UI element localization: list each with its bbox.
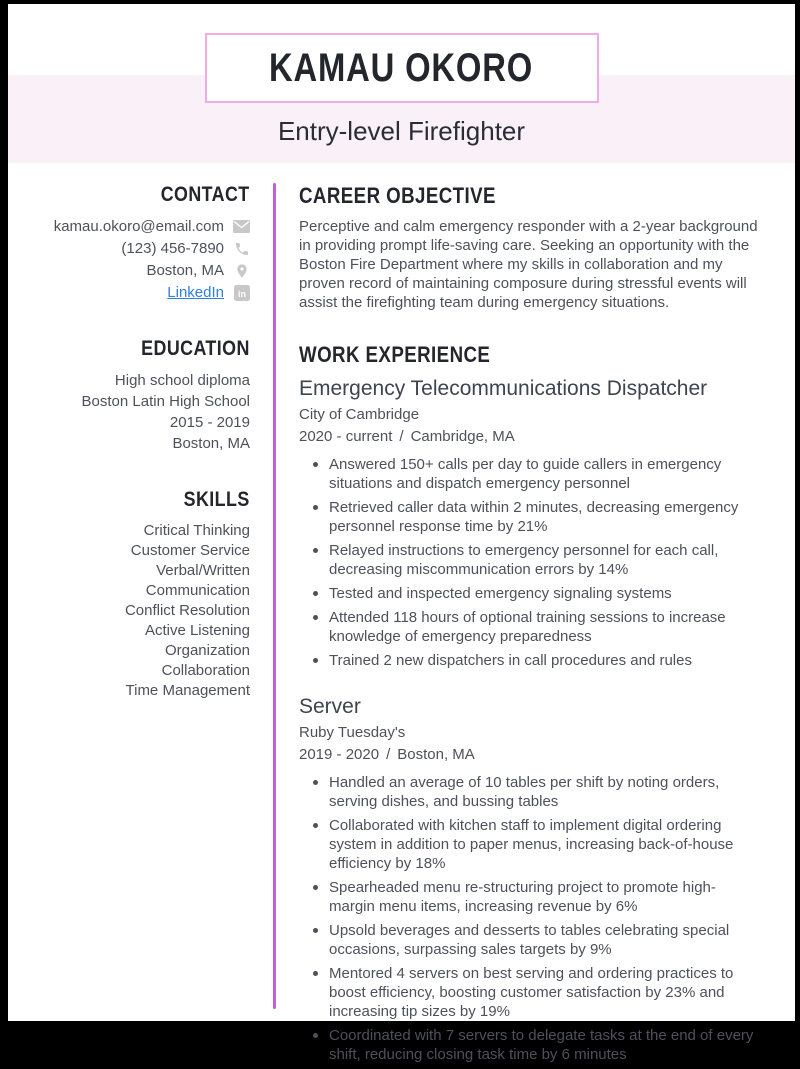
- skill-item: Verbal/Written Communication: [145, 562, 250, 599]
- job-company: City of Cambridge: [299, 406, 420, 423]
- job-bullet: Attended 118 hours of optional training sessions to increase knowledge of emergency preparedness: [329, 608, 759, 646]
- svg-text:in: in: [237, 288, 246, 299]
- job-bullet: Tested and inspected emergency signaling systems: [329, 584, 759, 603]
- education-school: Boston Latin High School: [81, 393, 250, 410]
- job-bullet: Retrieved caller data within 2 minutes, decreasing emergency personnel response time by 21%: [329, 498, 759, 536]
- contact-heading-wrap: [58, 183, 250, 207]
- contact-row-email: [53, 216, 250, 237]
- location-pin-icon: [233, 262, 250, 279]
- skills-heading: SKILLS: [183, 488, 250, 511]
- job-dates: 2019 - 2020: [299, 746, 380, 763]
- job-bullet: Coordinated with 7 servers to delegate tasks at the end of every shift, reducing closing task time by 6 minutes: [329, 1026, 759, 1064]
- job-meta: [299, 745, 759, 765]
- job-bullet: Handled an average of 10 tables per shift by noting orders, serving dishes, and bussing tables: [329, 773, 759, 811]
- linkedin-icon: [233, 284, 250, 301]
- job-meta: [299, 427, 759, 447]
- linkedin-link[interactable]: LinkedIn: [167, 284, 224, 301]
- date-location-separator: /: [399, 428, 404, 445]
- skill-item: Collaboration: [161, 662, 250, 679]
- job-bullet-list: [299, 455, 759, 670]
- skill-item: Customer Service: [130, 542, 250, 559]
- resume-page: [8, 4, 795, 1063]
- work-heading: WORK EXPERIENCE: [299, 342, 491, 367]
- phone-icon: [233, 240, 250, 257]
- job-title: Server: [299, 695, 361, 718]
- work-heading-wrap: [299, 342, 759, 368]
- contact-row-location: [58, 260, 250, 281]
- education-dates: 2015 - 2019: [169, 414, 250, 431]
- sidebar: [8, 183, 250, 1069]
- education-heading: EDUCATION: [141, 337, 250, 360]
- email-icon: [233, 218, 250, 235]
- education-section: [58, 337, 250, 454]
- objective-heading-wrap: [299, 183, 759, 209]
- objective-heading: CAREER OBJECTIVE: [299, 183, 496, 208]
- subtitle-wrap: [8, 116, 795, 147]
- skill-item: Time Management: [125, 682, 250, 699]
- career-objective-section: [299, 183, 759, 312]
- objective-text: Perceptive and calm emergency responder with a 2-year background in providing prompt life-saving care. Seeking an opportunity with the Boston Fire Department where my skills in collaboration and my proven record of maintaining composure during stressful events will assist the firefighting team during emergency situations.: [299, 218, 758, 311]
- skills-heading-wrap: [58, 488, 250, 512]
- job-bullet: Answered 150+ calls per day to guide callers in emergency situations and dispatch emergency personnel: [329, 455, 759, 493]
- job-entry: [299, 376, 759, 670]
- job-bullet: Collaborated with kitchen staff to implement digital ordering system in addition to paper menus, increasing back-of-house efficiency by 18%: [329, 816, 759, 873]
- contact-section: [53, 183, 250, 303]
- content-columns: [8, 183, 795, 1069]
- skills-list: [58, 521, 250, 701]
- education-degree: High school diploma: [114, 372, 250, 389]
- date-location-separator: /: [386, 746, 391, 763]
- contact-row-phone: [58, 238, 250, 259]
- job-target-title: Entry-level Firefighter: [277, 116, 526, 146]
- job-company: Ruby Tuesday's: [299, 724, 406, 741]
- job-bullet: Trained 2 new dispatchers in call procedures and rules: [329, 651, 759, 670]
- job-entry: [299, 694, 759, 1064]
- location-text: Boston, MA: [146, 262, 224, 279]
- job-bullet: Upsold beverages and desserts to tables celebrating special occasions, surpassing sales targets by 9%: [329, 921, 759, 959]
- contact-row-linkedin: [58, 282, 250, 303]
- job-location: Boston, MA: [397, 746, 475, 763]
- job-dates: 2020 - current: [299, 428, 393, 445]
- contact-heading: CONTACT: [161, 183, 250, 206]
- column-divider: [273, 183, 276, 1009]
- education-heading-wrap: [58, 337, 250, 361]
- resume-header: [8, 4, 795, 163]
- email-text: kamau.okoro@email.com: [53, 218, 224, 235]
- education-location: Boston, MA: [172, 435, 250, 452]
- skills-section: [58, 488, 250, 701]
- name-box: [205, 33, 599, 103]
- skill-item: Conflict Resolution: [124, 602, 250, 619]
- job-bullet-list: [299, 773, 759, 1064]
- main-column: [299, 183, 759, 1069]
- phone-text: (123) 456-7890: [121, 240, 224, 257]
- job-location: Cambridge, MA: [410, 428, 515, 445]
- skill-item: Critical Thinking: [143, 522, 250, 539]
- job-bullet: Relayed instructions to emergency personnel for each call, decreasing miscommunication errors by 14%: [329, 541, 759, 579]
- work-experience-section: [299, 342, 759, 1064]
- job-bullet: Mentored 4 servers on best serving and ordering practices to boost efficiency, boosting customer satisfaction by 23% and increasing tip sizes by 19%: [329, 964, 759, 1021]
- skill-item: Active Listening: [144, 622, 250, 639]
- skill-item: Organization: [164, 642, 250, 659]
- job-bullet: Spearheaded menu re-structuring project to promote high-margin menu items, increasing revenue by 6%: [329, 878, 759, 916]
- candidate-name: KAMAU OKORO: [269, 45, 534, 90]
- job-title: Emergency Telecommunications Dispatcher: [299, 377, 708, 400]
